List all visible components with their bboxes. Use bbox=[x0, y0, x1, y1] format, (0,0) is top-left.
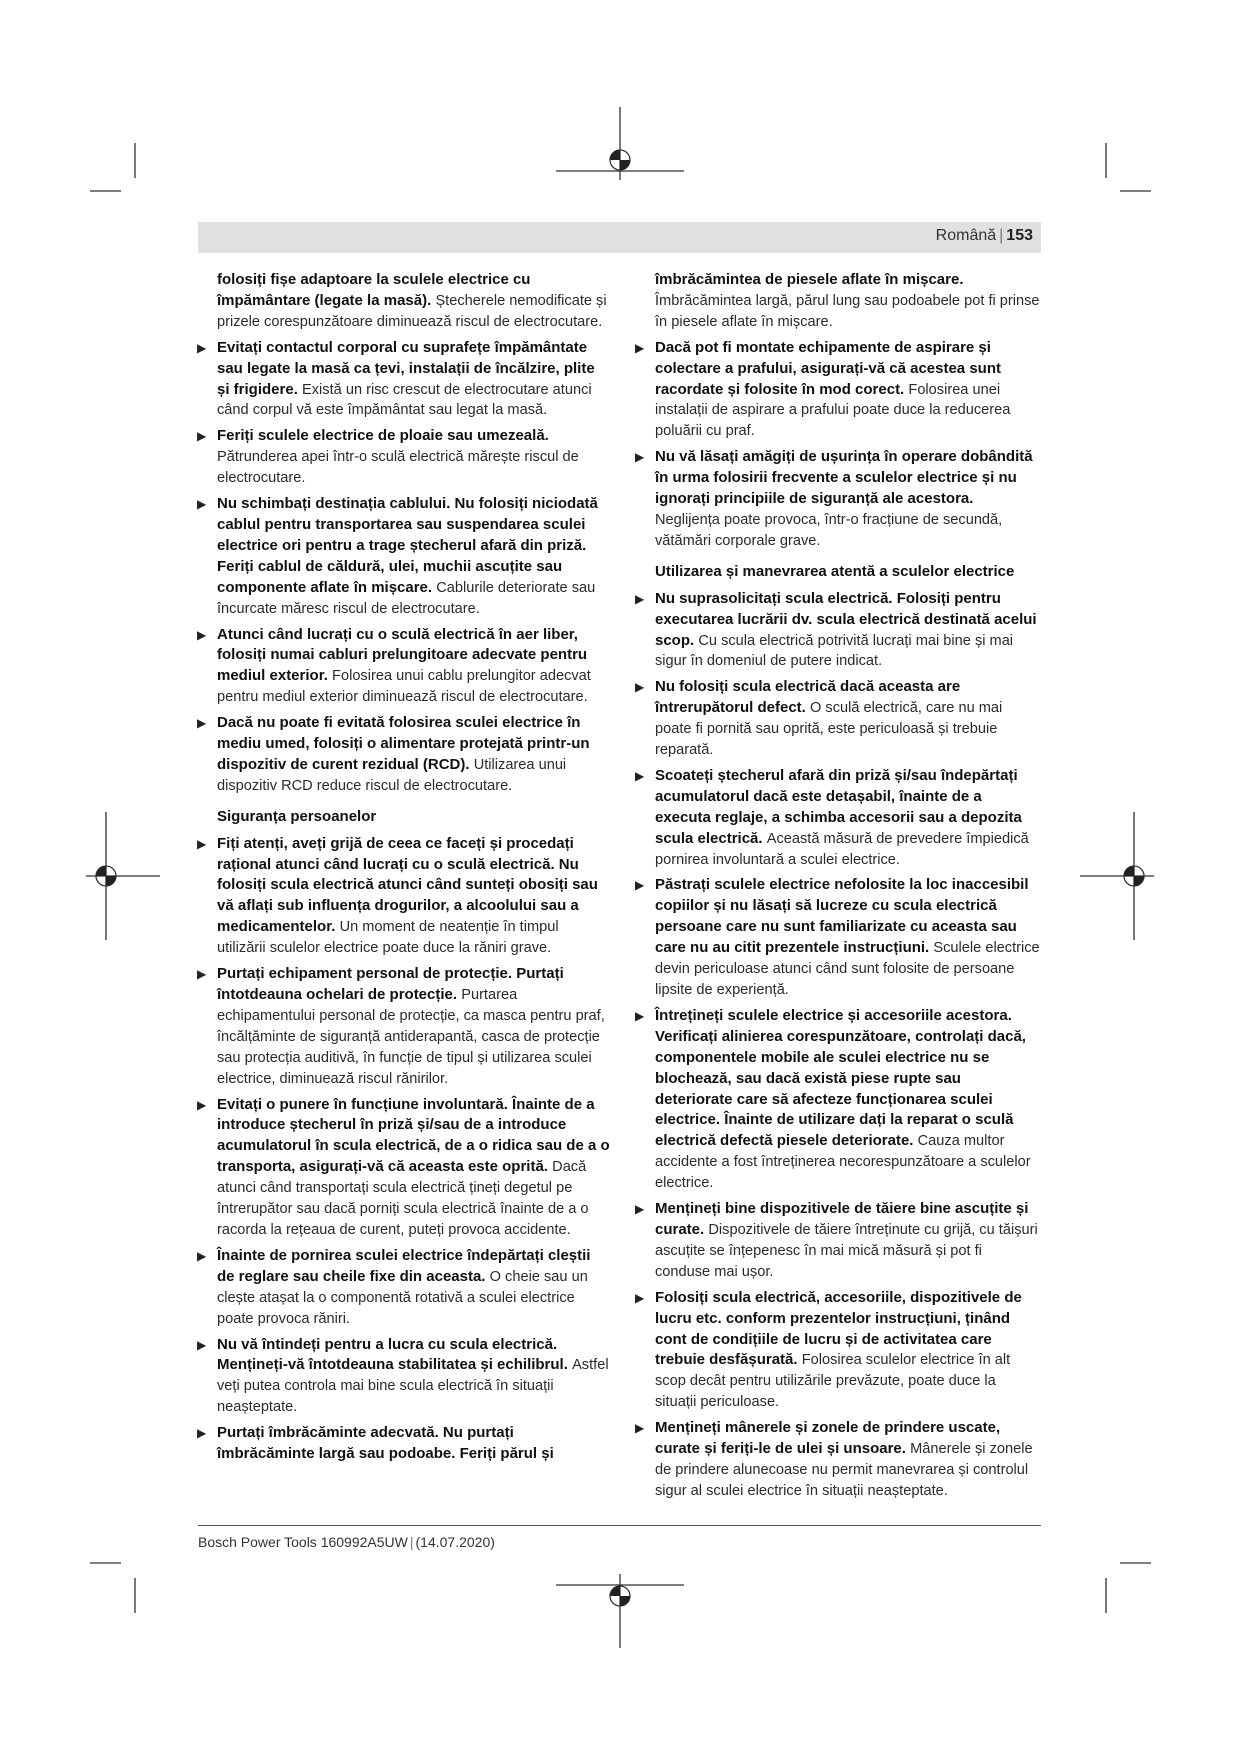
normal-text: Mânerele și zonele de prindere alunecoase nu permit manevrarea și controlul sigur al sculei electrice în situații neașteptate. bbox=[655, 1441, 1033, 1499]
normal-text: Folosirea unei instalații de aspirare a prafului poate duce la reducerea poluării cu praf. bbox=[655, 381, 1011, 440]
normal-text: Îmbrăcămintea largă, părul lung sau podoabele pot fi prinse în piesele aflate în mișcare. bbox=[655, 292, 1040, 330]
footer-doc-code: 160992A5UW bbox=[320, 1534, 408, 1550]
bullet-arrow-icon: ▶ bbox=[197, 716, 207, 731]
bold-text: Fiți atenți, aveți grijă de ceea ce faceți și procedați rațional atunci când lucrați cu o sculă electrică. Nu folosiți scula electrică atunci când sunteți obosiți sau vă aflați sub influența drogurilor, a alcoolului sau a medicamentelor. bbox=[217, 834, 598, 936]
normal-text: Folosirea unui cablu prelungitor adecvat pentru mediul exterior diminuează riscul de electrocutare. bbox=[217, 668, 591, 706]
normal-text: Dispozitivele de tăiere întreținute cu grijă, cu tăișuri ascuțite se înțepenesc în mai mică măsură și pot fi conduse mai ușor. bbox=[655, 1221, 1038, 1280]
normal-text: Utilizarea unui dispozitiv RCD reduce riscul de electrocutare. bbox=[217, 756, 567, 794]
bold-text: Evitați contactul corporal cu suprafețe împământate sau legate la masă ca țevi, instalații de încălzire, plite și frigidere. bbox=[217, 338, 595, 398]
right-intro-paragraph bbox=[655, 270, 1040, 333]
list-item bbox=[197, 1095, 610, 1241]
bold-text: Purtați echipament personal de protecție. Purtați întotdeauna ochelari de protecție. bbox=[217, 965, 564, 1003]
list-item bbox=[635, 447, 1040, 552]
bullet-arrow-icon: ▶ bbox=[197, 1097, 207, 1112]
bold-text: Nu suprasolicitați scula electrică. Folosiți pentru executarea lucrării dv. scula electrică destinată acelui scop. bbox=[655, 589, 1037, 649]
bullet-arrow-icon: ▶ bbox=[635, 878, 645, 893]
bold-text: Nu vă întindeți pentru a lucra cu scula electrică. Mențineți-vă întotdeauna stabilitatea și echilibrul. bbox=[217, 1335, 568, 1374]
bold-text: Folosiți scula electrică, accesoriile, dispozitivele de lucru etc. conform prezentelor instrucțiuni, ținând cont de condițiile de lucru și de activitatea care trebuie desfășurată. bbox=[655, 1288, 1022, 1369]
normal-text: Există un risc crescut de electrocutare atunci când corpul vă este împământat sau legat la masă. bbox=[217, 381, 592, 419]
bullet-arrow-icon: ▶ bbox=[197, 627, 207, 642]
list-item bbox=[197, 625, 610, 709]
header-separator: | bbox=[999, 227, 1004, 244]
bullet-arrow-icon: ▶ bbox=[197, 836, 207, 851]
bold-text: Purtați îmbrăcăminte adecvată. Nu purtați îmbrăcăminte largă sau podoabe. Feriți părul și bbox=[217, 1424, 554, 1463]
normal-text: Purtarea echipamentului personal de protecție, ca masca pentru praf, încălțăminte de siguranță antiderapantă, casca de protecție sau protecția auditivă, în funcție de tipul și utilizarea sculei electrice, diminuează riscul rănirilor. bbox=[217, 987, 605, 1087]
footer-rule bbox=[198, 1525, 1041, 1526]
bold-text: Feriți sculele electrice de ploaie sau umezeală. bbox=[217, 427, 549, 445]
footer-date: (14.07.2020) bbox=[415, 1534, 495, 1550]
list-item bbox=[635, 338, 1040, 443]
header-text bbox=[936, 227, 1033, 245]
normal-text: Această măsură de prevedere împiedică pornirea involuntară a sculei electrice. bbox=[655, 830, 1029, 868]
list-item bbox=[635, 589, 1040, 673]
normal-text: Pătrunderea apei într-o sculă electrică mărește riscul de electrocutare. bbox=[217, 449, 579, 487]
page-header bbox=[198, 222, 1041, 253]
list-item bbox=[635, 875, 1040, 1000]
bullet-arrow-icon: ▶ bbox=[635, 340, 645, 355]
normal-text: Cablurile deteriorate sau încurcate măresc riscul de electrocutare. bbox=[217, 579, 596, 617]
section-title: Siguranța persoanelor bbox=[217, 807, 377, 825]
normal-text: O sculă electrică, care nu mai poate fi pornită sau oprită, este periculoasă și trebuie reparată. bbox=[655, 700, 1003, 759]
normal-text: Cauza multor accidente a fost întreținerea necorespunzătoare a sculelor electrice. bbox=[655, 1133, 1031, 1192]
bullet-arrow-icon: ▶ bbox=[197, 967, 207, 982]
list-item bbox=[197, 1335, 610, 1419]
bullet-arrow-icon: ▶ bbox=[635, 1202, 645, 1217]
bullet-arrow-icon: ▶ bbox=[197, 340, 207, 355]
page-footer bbox=[198, 1534, 495, 1550]
normal-text: Dacă atunci când transportați scula electrică țineți degetul pe întrerupător sau dacă porniți scula electrică înainte de a o racorda la rețeaua de curent, puteți provoca accidente. bbox=[217, 1159, 589, 1238]
bold-text: îmbrăcămintea de piesele aflate în mișcare. bbox=[655, 271, 964, 288]
bullet-arrow-icon: ▶ bbox=[197, 429, 207, 444]
bullet-arrow-icon: ▶ bbox=[197, 1426, 207, 1441]
normal-text: Folosirea sculelor electrice în alt scop decât pentru utilizările prevăzute, poate duce la situații periculoase. bbox=[655, 1352, 1011, 1411]
list-item bbox=[635, 766, 1040, 871]
page-number: 153 bbox=[1006, 227, 1033, 244]
normal-text: Sculele electrice devin periculoase atunci când sunt folosite de persoane lipsite de experiență. bbox=[655, 940, 1040, 998]
bullet-arrow-icon: ▶ bbox=[635, 768, 645, 783]
bullet-arrow-icon: ▶ bbox=[197, 497, 207, 512]
normal-text: Ștecherele nemodificate și prizele corespunzătoare diminuează riscul de electrocutare. bbox=[217, 292, 607, 330]
bold-text: Dacă nu poate fi evitată folosirea sculei electrice în mediu umed, folosiți o alimentare protejată printr-un dispozitiv de curent rezidual (RCD). bbox=[217, 714, 590, 773]
bold-text: Atunci când lucrați cu o sculă electrică în aer liber, folosiți numai cabluri prelungitoare adecvate pentru mediul exterior. bbox=[217, 625, 588, 685]
list-item bbox=[635, 1199, 1040, 1283]
bold-text: Păstrați sculele electrice nefolosite la loc inaccesibil copiilor și nu lăsați să lucreze cu scula electrică persoane care nu sunt familiarizate cu aceasta sau care nu au citit prezentele instrucțiuni. bbox=[655, 876, 1029, 957]
list-item bbox=[635, 677, 1040, 761]
footer-publisher: Bosch Power Tools bbox=[198, 1534, 317, 1550]
bold-text: Înainte de pornirea sculei electrice îndepărtați cleștii de reglare sau cheile fixe din aceasta. bbox=[217, 1246, 591, 1285]
list-item bbox=[635, 1418, 1040, 1502]
normal-text: O cheie sau un clește atașat la o componentă rotativă a sculei electrice poate provoca răniri. bbox=[217, 1268, 588, 1327]
bold-text: Mențineți bine dispozitivele de tăiere bine ascuțite și curate. bbox=[655, 1200, 1029, 1238]
right-column bbox=[635, 270, 1040, 1507]
list-item bbox=[635, 1006, 1040, 1194]
normal-text: Astfel veți putea controla mai bine scula electrică în situații neașteptate. bbox=[217, 1357, 609, 1416]
bold-text: Mențineți mânerele și zonele de prindere uscate, curate și feriți-le de ulei și unsoare. bbox=[655, 1419, 1001, 1458]
bullet-arrow-icon: ▶ bbox=[635, 591, 645, 606]
list-item bbox=[197, 834, 610, 959]
normal-text: Cu scula electrică potrivită lucrați mai bine și mai sigur în domeniul de putere indicat. bbox=[655, 632, 1014, 670]
bold-text: folosiți fișe adaptoare la sculele electrice cu împământare (legate la masă). bbox=[217, 271, 531, 309]
list-item bbox=[197, 426, 610, 489]
footer-separator: | bbox=[409, 1534, 414, 1550]
bold-text: Evitați o punere în funcțiune involuntară. Înainte de a introduce ștecherul în priză și/sau de a introduce acumulatorul în scula electrică, de a o ridica sau de a o transporta, asigurați-vă că aceasta este oprită. bbox=[217, 1095, 610, 1176]
section-title: Utilizarea și manevrarea atentă a sculelor electrice bbox=[655, 562, 1015, 580]
list-item bbox=[197, 494, 610, 619]
list-item bbox=[197, 713, 610, 797]
bullet-arrow-icon: ▶ bbox=[635, 1008, 645, 1023]
bullet-arrow-icon: ▶ bbox=[635, 450, 645, 465]
normal-text: Un moment de neatenție în timpul utilizării sculelor electrice poate duce la răniri grave. bbox=[217, 919, 559, 957]
bullet-arrow-icon: ▶ bbox=[197, 1337, 207, 1352]
list-item bbox=[197, 1246, 610, 1330]
header-language: Română bbox=[935, 227, 997, 244]
bold-text: Nu folosiți scula electrică dacă aceasta are întrerupătorul defect. bbox=[655, 678, 961, 717]
bullet-arrow-icon: ▶ bbox=[197, 1248, 207, 1263]
bold-text: Nu vă lăsați amăgiți de ușurința în operare dobândită în urma folosirii frecvente a sculelor electrice și nu ignorați principiile de siguranță ale acestora. bbox=[655, 448, 1033, 508]
bold-text: Dacă pot fi montate echipamente de aspirare și colectare a prafului, asigurați-vă că acestea sunt racordate și folosite în mod corect. bbox=[655, 338, 1001, 398]
left-column bbox=[197, 270, 610, 1470]
bullet-arrow-icon: ▶ bbox=[635, 1290, 645, 1305]
bold-text: Întrețineți sculele electrice și accesoriile acestora. Verificați alinierea corespunzătoare, controlați dacă, componentele mobile ale sculei electrice nu se blochează, sau dacă există piese rupte sau deteriorate care să afecteze funcționarea sculei electrice. Înainte de utilizare dați la reparat o sculă electrică defectă piesele deteriorate. bbox=[655, 1006, 1026, 1150]
list-item bbox=[635, 1288, 1040, 1413]
list-item bbox=[197, 964, 610, 1089]
bullet-arrow-icon: ▶ bbox=[635, 680, 645, 695]
list-item bbox=[197, 338, 610, 422]
bold-text: Nu schimbați destinația cablului. Nu folosiți niciodată cablul pentru transportarea sau suspendarea sculei electrice ori pentru a trage ștecherul afară din priză. Feriți cablul de căldură, ulei, muchii ascuțite sau componente aflate în mișcare. bbox=[217, 495, 598, 596]
bullet-arrow-icon: ▶ bbox=[635, 1421, 645, 1436]
bold-text: Scoateți ștecherul afară din priză și/sau îndepărtați acumulatorul dacă este detașabil, înainte de a executa reglaje, a schimba accesorii sau a depozita scula electrică. bbox=[655, 766, 1022, 847]
left-intro-paragraph bbox=[217, 270, 610, 333]
list-item bbox=[197, 1423, 610, 1465]
normal-text: Neglijența poate provoca, într-o fracțiune de secundă, vătămări corporale grave. bbox=[655, 511, 1003, 549]
